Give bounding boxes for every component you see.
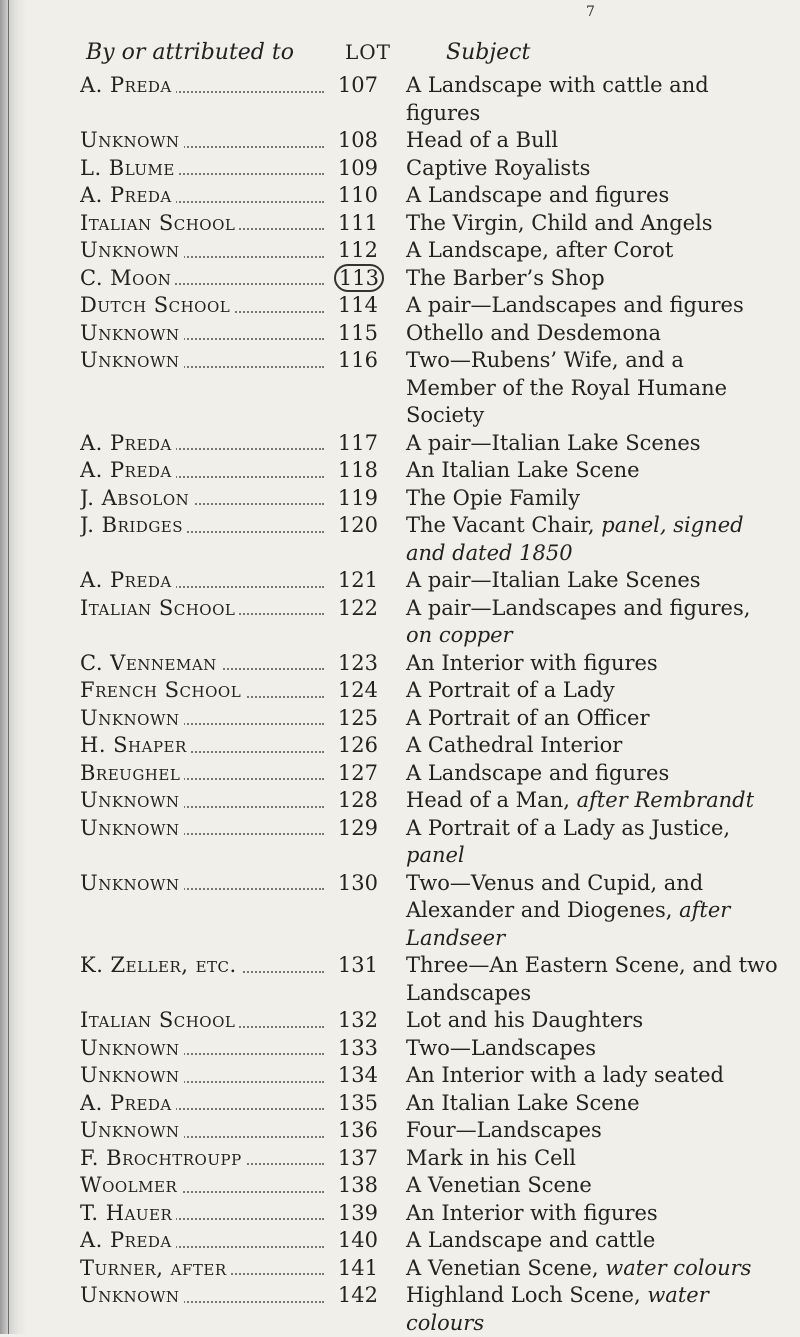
- lot-number: [324, 155, 378, 183]
- lot-number: [324, 760, 378, 788]
- lot-number: [324, 732, 378, 760]
- lot-number-text: 136: [337, 1118, 378, 1142]
- subject-cell: [406, 1255, 778, 1283]
- subject-cell: [406, 1007, 778, 1035]
- lot-number-text: 117: [337, 430, 378, 455]
- subject-text: A pair—Landscapes and figures: [406, 293, 744, 317]
- table-row: [80, 952, 780, 1007]
- subject-cell: [406, 1282, 778, 1337]
- subject-note: panel, signed and dated 1850: [406, 513, 744, 565]
- subject-text: A Landscape, after Corot: [406, 238, 674, 262]
- subject-cell: [406, 1145, 778, 1173]
- subject-text: An Italian Lake Scene: [406, 1090, 640, 1115]
- artist-cell: [80, 1062, 324, 1090]
- lot-number-text: 137: [337, 1145, 378, 1170]
- lot-number: [324, 1145, 378, 1173]
- artist-name: A. Preda: [80, 431, 176, 455]
- catalogue-list: [80, 72, 780, 1337]
- artist-name: A. Preda: [80, 1091, 176, 1115]
- column-header: [80, 40, 770, 70]
- lot-number-text: 131: [337, 953, 378, 977]
- subject-cell: [406, 1090, 778, 1118]
- subject-cell: [406, 265, 778, 293]
- subject-cell: [406, 732, 778, 760]
- table-row: [80, 1282, 780, 1337]
- artist-name: Unknown: [80, 788, 184, 812]
- table-row: [80, 127, 780, 155]
- lot-number: [324, 1090, 378, 1118]
- lot-number-text: 122: [337, 595, 378, 620]
- subject-cell: [406, 127, 778, 155]
- table-row: [80, 292, 780, 320]
- lot-number: [324, 567, 378, 595]
- lot-number-text: 128: [337, 788, 378, 812]
- subject-cell: [406, 457, 778, 485]
- subject-text: Two—Landscapes: [406, 1035, 597, 1060]
- artist-name: Unknown: [80, 706, 184, 730]
- artist-cell: [80, 952, 324, 980]
- artist-cell: [80, 650, 324, 678]
- lot-number: [324, 1227, 378, 1255]
- artist-name: K. Zeller, etc.: [80, 953, 241, 977]
- subject-text: A Venetian Scene: [406, 1173, 592, 1197]
- subject-cell: [406, 705, 778, 733]
- artist-cell: [80, 1090, 324, 1118]
- subject-cell: [406, 677, 778, 705]
- artist-cell: [80, 265, 324, 293]
- artist-name: L. Blume: [80, 156, 179, 180]
- artist-cell: [80, 457, 324, 485]
- artist-name: Italian School: [80, 596, 239, 620]
- lot-number-text: 120: [337, 513, 378, 537]
- artist-cell: [80, 72, 324, 100]
- artist-name: A. Preda: [80, 568, 176, 592]
- artist-name: C. Venneman: [80, 651, 221, 675]
- lot-number-text: 129: [337, 815, 378, 840]
- subject-text: The Opie Family: [406, 485, 580, 510]
- lot-number-text: 141: [337, 1255, 378, 1280]
- subject-note: after Landseer: [406, 898, 731, 950]
- table-row: [80, 1035, 780, 1063]
- lot-number-text: 125: [337, 705, 378, 730]
- lot-number: [324, 815, 378, 843]
- subject-text: Mark in his Cell: [406, 1145, 576, 1170]
- subject-cell: [406, 952, 778, 1007]
- artist-cell: [80, 1227, 324, 1255]
- lot-number-text: 119: [337, 485, 378, 510]
- artist-cell: [80, 127, 324, 155]
- subject-cell: [406, 155, 778, 183]
- subject-text: A Landscape and figures: [406, 760, 670, 785]
- lot-number-text: 115: [337, 320, 378, 345]
- subject-text: An Italian Lake Scene: [406, 458, 640, 482]
- artist-name: Breughel: [80, 761, 184, 785]
- subject-text: A Landscape and figures: [406, 183, 670, 207]
- header-subject: Subject: [446, 40, 531, 65]
- table-row: [80, 430, 780, 458]
- artist-name: T. Hauer: [80, 1201, 176, 1225]
- subject-text: A Portrait of an Officer: [406, 705, 650, 730]
- table-row: [80, 705, 780, 733]
- artist-name: J. Bridges: [80, 513, 187, 537]
- artist-name: A. Preda: [80, 458, 176, 482]
- subject-note: on copper: [406, 623, 513, 647]
- lot-number-text: 127: [337, 760, 378, 785]
- lot-number-text: 118: [337, 458, 378, 482]
- artist-cell: [80, 567, 324, 595]
- lot-number: [324, 127, 378, 155]
- lot-number-text: 110: [337, 183, 378, 207]
- table-row: [80, 1007, 780, 1035]
- lot-number: [324, 650, 378, 678]
- subject-text: An Interior with a lady seated: [406, 1063, 724, 1087]
- lot-number: [324, 1007, 378, 1035]
- artist-cell: [80, 732, 324, 760]
- subject-text: Three—An Eastern Scene, and two Landscapes: [406, 953, 778, 1005]
- artist-name: C. Moon: [80, 266, 175, 290]
- subject-text: Two—Venus and Cupid, and Alexander and Diogenes,: [406, 870, 704, 922]
- lot-number: [324, 347, 378, 375]
- artist-name: French School: [80, 678, 245, 702]
- table-row: [80, 155, 780, 183]
- table-row: [80, 512, 780, 567]
- artist-name: Unknown: [80, 871, 184, 895]
- lot-number-text: 114: [337, 293, 378, 317]
- artist-cell: [80, 292, 324, 320]
- artist-name: Unknown: [80, 1036, 184, 1060]
- lot-number-text: 113: [334, 264, 384, 292]
- artist-cell: [80, 870, 324, 898]
- subject-note: after Rembrandt: [576, 788, 755, 812]
- table-row: [80, 650, 780, 678]
- subject-text: Head of a Man,: [406, 788, 570, 812]
- artist-cell: [80, 1117, 324, 1145]
- artist-name: Woolmer: [80, 1173, 181, 1197]
- lot-number: [324, 485, 378, 513]
- header-by: By or attributed to: [86, 40, 294, 65]
- lot-number-text: 135: [337, 1090, 378, 1115]
- lot-number-text: 126: [337, 733, 378, 757]
- table-row: [80, 870, 780, 953]
- subject-text: A pair—Landscapes and figures,: [406, 595, 751, 620]
- lot-number: [324, 237, 378, 265]
- table-row: [80, 1227, 780, 1255]
- artist-name: A. Preda: [80, 1228, 176, 1252]
- artist-cell: [80, 787, 324, 815]
- subject-cell: [406, 1172, 778, 1200]
- table-row: [80, 677, 780, 705]
- subject-cell: [406, 1200, 778, 1228]
- lot-number: [324, 292, 378, 320]
- lot-number-text: 130: [337, 870, 378, 895]
- subject-text: Four—Landscapes: [406, 1118, 602, 1142]
- lot-number: [324, 1282, 378, 1310]
- artist-name: F. Brochtroupp: [80, 1146, 246, 1170]
- subject-text: A Landscape and cattle: [406, 1228, 656, 1252]
- artist-cell: [80, 155, 324, 183]
- table-row: [80, 1117, 780, 1145]
- lot-number-text: 133: [337, 1035, 378, 1060]
- table-row: [80, 72, 780, 127]
- subject-cell: [406, 787, 778, 815]
- lot-number: [324, 677, 378, 705]
- artist-cell: [80, 1035, 324, 1063]
- subject-text: An Interior with figures: [406, 650, 658, 675]
- header-lot: LOT: [345, 40, 392, 64]
- lot-number: [324, 1200, 378, 1228]
- subject-cell: [406, 210, 778, 238]
- artist-name: Dutch School: [80, 293, 234, 317]
- subject-cell: [406, 815, 778, 870]
- table-row: [80, 787, 780, 815]
- table-row: [80, 1172, 780, 1200]
- binding-line: [8, 0, 9, 1334]
- artist-cell: [80, 182, 324, 210]
- artist-name: Italian School: [80, 1008, 239, 1032]
- subject-cell: [406, 870, 778, 953]
- subject-cell: [406, 237, 778, 265]
- table-row: [80, 457, 780, 485]
- page-number: 7: [586, 4, 595, 20]
- subject-cell: [406, 292, 778, 320]
- table-row: [80, 320, 780, 348]
- subject-cell: [406, 1117, 778, 1145]
- subject-text: Highland Loch Scene,: [406, 1283, 641, 1307]
- lot-number-text: 111: [337, 210, 378, 235]
- lot-number-text: 108: [337, 128, 378, 152]
- artist-cell: [80, 1282, 324, 1310]
- table-row: [80, 595, 780, 650]
- artist-name: J. Absolon: [80, 486, 193, 510]
- artist-cell: [80, 485, 324, 513]
- artist-name: Turner, after: [80, 1256, 231, 1280]
- table-row: [80, 760, 780, 788]
- artist-cell: [80, 347, 324, 375]
- lot-number: [324, 182, 378, 210]
- subject-cell: [406, 430, 778, 458]
- artist-cell: [80, 1255, 324, 1283]
- subject-cell: [406, 650, 778, 678]
- table-row: [80, 265, 780, 293]
- subject-cell: [406, 72, 778, 127]
- table-row: [80, 732, 780, 760]
- artist-name: A. Preda: [80, 73, 176, 97]
- artist-cell: [80, 320, 324, 348]
- artist-cell: [80, 760, 324, 788]
- lot-number: [324, 705, 378, 733]
- subject-cell: [406, 512, 778, 567]
- table-row: [80, 237, 780, 265]
- subject-note: water colours: [406, 1283, 709, 1335]
- artist-name: Unknown: [80, 1283, 184, 1307]
- artist-name: Unknown: [80, 348, 184, 372]
- artist-name: Unknown: [80, 816, 184, 840]
- artist-name: Italian School: [80, 211, 239, 235]
- subject-note: water colours: [605, 1255, 752, 1280]
- subject-text: A Cathedral Interior: [406, 733, 623, 757]
- subject-text: The Vacant Chair,: [406, 513, 595, 537]
- lot-number-text: 138: [337, 1173, 378, 1197]
- table-row: [80, 567, 780, 595]
- table-row: [80, 1255, 780, 1283]
- lot-number: [324, 952, 378, 980]
- lot-number-text: 139: [337, 1200, 378, 1225]
- lot-number: [324, 320, 378, 348]
- lot-number-text: 107: [337, 73, 378, 97]
- page-edge: [0, 0, 28, 1334]
- subject-cell: [406, 1035, 778, 1063]
- lot-number: [324, 595, 378, 623]
- lot-number-text: 142: [337, 1283, 378, 1307]
- table-row: [80, 210, 780, 238]
- lot-number: [324, 210, 378, 238]
- subject-cell: [406, 567, 778, 595]
- artist-cell: [80, 1172, 324, 1200]
- subject-text: The Virgin, Child and Angels: [406, 210, 713, 235]
- subject-text: A pair—Italian Lake Scenes: [406, 568, 701, 592]
- subject-text: Othello and Desdemona: [406, 320, 662, 345]
- lot-number: [324, 512, 378, 540]
- subject-text: A Landscape with cattle and figures: [406, 73, 709, 125]
- table-row: [80, 1062, 780, 1090]
- subject-text: A Portrait of a Lady as Justice,: [406, 815, 731, 840]
- lot-number: [324, 787, 378, 815]
- subject-note: panel: [406, 843, 465, 867]
- lot-number-text: 116: [337, 348, 378, 372]
- lot-number-text: 109: [337, 155, 378, 180]
- lot-number: [324, 72, 378, 100]
- lot-number-text: 140: [337, 1228, 378, 1252]
- artist-cell: [80, 430, 324, 458]
- artist-cell: [80, 1007, 324, 1035]
- artist-cell: [80, 237, 324, 265]
- lot-number: [324, 265, 378, 293]
- table-row: [80, 485, 780, 513]
- subject-cell: [406, 485, 778, 513]
- lot-number: [324, 457, 378, 485]
- lot-number: [324, 1117, 378, 1145]
- lot-number-text: 134: [337, 1063, 378, 1087]
- lot-number-text: 123: [337, 650, 378, 675]
- lot-number: [324, 1062, 378, 1090]
- lot-number: [324, 430, 378, 458]
- artist-cell: [80, 815, 324, 843]
- artist-cell: [80, 1145, 324, 1173]
- artist-name: A. Preda: [80, 183, 176, 207]
- lot-number-text: 112: [337, 238, 378, 262]
- lot-number-text: 124: [337, 678, 378, 702]
- artist-name: Unknown: [80, 128, 184, 152]
- artist-name: Unknown: [80, 1118, 184, 1142]
- subject-text: A Venetian Scene,: [406, 1255, 599, 1280]
- subject-cell: [406, 347, 778, 430]
- lot-number-text: 121: [337, 568, 378, 592]
- subject-cell: [406, 760, 778, 788]
- table-row: [80, 1200, 780, 1228]
- subject-cell: [406, 1062, 778, 1090]
- subject-text: Two—Rubens’ Wife, and a Member of the Royal Humane Society: [406, 348, 728, 427]
- artist-name: H. Shaper: [80, 733, 191, 757]
- lot-number: [324, 870, 378, 898]
- subject-text: Head of a Bull: [406, 128, 559, 152]
- table-row: [80, 182, 780, 210]
- lot-number: [324, 1172, 378, 1200]
- subject-cell: [406, 320, 778, 348]
- artist-cell: [80, 1200, 324, 1228]
- artist-cell: [80, 677, 324, 705]
- artist-name: Unknown: [80, 1063, 184, 1087]
- subject-cell: [406, 182, 778, 210]
- subject-text: Lot and his Daughters: [406, 1008, 644, 1032]
- subject-text: A pair—Italian Lake Scenes: [406, 430, 701, 455]
- subject-cell: [406, 595, 778, 650]
- subject-cell: [406, 1227, 778, 1255]
- artist-cell: [80, 210, 324, 238]
- subject-text: Captive Royalists: [406, 155, 591, 180]
- lot-number: [324, 1255, 378, 1283]
- subject-text: An Interior with figures: [406, 1200, 658, 1225]
- artist-cell: [80, 595, 324, 623]
- table-row: [80, 347, 780, 430]
- subject-text: The Barber’s Shop: [406, 265, 605, 290]
- lot-number-text: 132: [337, 1008, 378, 1032]
- artist-name: Unknown: [80, 238, 184, 262]
- table-row: [80, 815, 780, 870]
- lot-number: [324, 1035, 378, 1063]
- subject-text: A Portrait of a Lady: [406, 678, 615, 702]
- artist-cell: [80, 705, 324, 733]
- table-row: [80, 1145, 780, 1173]
- artist-name: Unknown: [80, 321, 184, 345]
- artist-cell: [80, 512, 324, 540]
- table-row: [80, 1090, 780, 1118]
